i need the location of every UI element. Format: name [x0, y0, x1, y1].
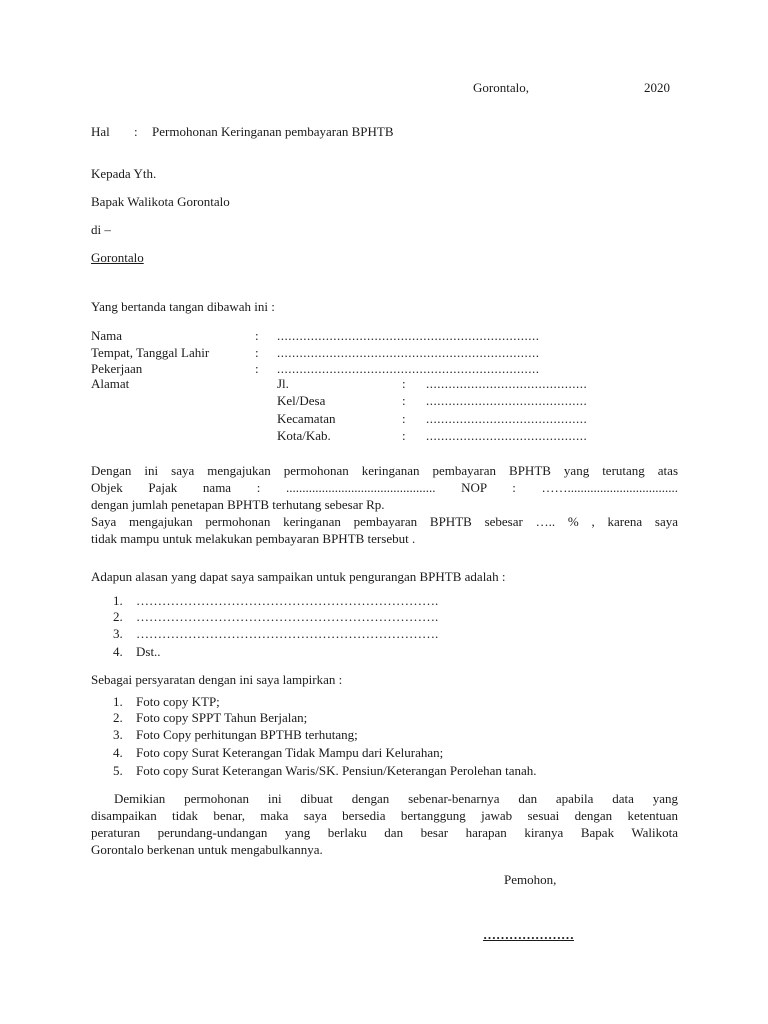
closing-paragraph — [91, 790, 678, 858]
paragraph-line: peraturan perundang-undangan yang berlaku dan besar harapan kiranya Bapak Walikota — [91, 825, 678, 840]
paragraph-line: Objek Pajak nama : .............................................. NOP : …….................................. — [91, 480, 678, 495]
recipient-line: Kepada Yth. — [91, 166, 157, 181]
signature-label: Pemohon, — [504, 872, 557, 887]
list-item: Dst.. — [136, 644, 161, 659]
address-label: Kel/Desa — [277, 393, 326, 408]
list-number: 3. — [113, 727, 123, 742]
list-item: ……………………………………………………………. — [136, 626, 439, 641]
address-label: Kota/Kab. — [277, 428, 331, 443]
list-number: 5. — [113, 763, 123, 778]
signature-line: ………………… — [483, 927, 574, 942]
list-number: 3. — [113, 626, 123, 641]
list-item: Foto Copy perhitungan BPTHB terhutang; — [136, 727, 358, 742]
address-value: ........................................... — [426, 428, 588, 443]
list-item: Foto copy KTP; — [136, 694, 220, 709]
list-item: ……………………………………………………………. — [136, 609, 439, 624]
address-label: Kecamatan — [277, 411, 336, 426]
list-number: 4. — [113, 745, 123, 760]
address-colon: : — [402, 428, 406, 443]
subject-label: Hal — [91, 124, 110, 139]
list-number: 2. — [113, 609, 123, 624]
field-value: ...................................................................... — [277, 328, 540, 343]
paragraph-line: Demikian permohonan ini dibuat dengan sebenar-benarnya dan apabila data yang — [114, 791, 678, 806]
paragraph-line: Dengan ini saya mengajukan permohonan keringanan pembayaran BPHTB yang terutang atas — [91, 463, 678, 478]
subject-colon: : — [134, 124, 138, 139]
list-number: 4. — [113, 644, 123, 659]
address-value: ........................................... — [426, 411, 588, 426]
field-value: ...................................................................... — [277, 361, 540, 376]
list-number: 1. — [113, 593, 123, 608]
subject-text: Permohonan Keringanan pembayaran BPHTB — [152, 124, 394, 139]
address-colon: : — [402, 411, 406, 426]
list-item: Foto copy SPPT Tahun Berjalan; — [136, 710, 308, 725]
field-colon: : — [255, 345, 259, 360]
address-label: Jl. — [277, 376, 289, 391]
address-value: ........................................... — [426, 393, 588, 408]
paragraph-line: dengan jumlah penetapan BPHTB terhutang sebesar Rp. — [91, 497, 385, 512]
address-value: ........................................... — [426, 376, 588, 391]
field-label: Pekerjaan — [91, 361, 143, 376]
attachments-intro: Sebagai persyaratan dengan ini saya lampirkan : — [91, 672, 343, 687]
paragraph-line: tidak mampu untuk melakukan pembayaran BPHTB tersebut . — [91, 531, 416, 546]
header-year: 2020 — [644, 80, 670, 95]
recipient-city: Gorontalo — [91, 250, 144, 265]
field-label: Nama — [91, 328, 123, 343]
list-item: Foto copy Surat Keterangan Waris/SK. Pensiun/Keterangan Perolehan tanah. — [136, 763, 537, 778]
address-colon: : — [402, 393, 406, 408]
paragraph-line: Gorontalo berkenan untuk mengabulkannya. — [91, 842, 323, 857]
list-item: Foto copy Surat Keterangan Tidak Mampu dari Kelurahan; — [136, 745, 444, 760]
list-number: 2. — [113, 710, 123, 725]
request-paragraph — [91, 462, 678, 547]
header-city: Gorontalo, — [473, 80, 529, 95]
paragraph-line: Saya mengajukan permohonan keringanan pembayaran BPHTB sebesar ….. % , karena saya — [91, 514, 678, 529]
field-label: Tempat, Tanggal Lahir — [91, 345, 210, 360]
field-label: Alamat — [91, 376, 130, 391]
intro-text: Yang bertanda tangan dibawah ini : — [91, 299, 275, 314]
recipient-line: di – — [91, 222, 111, 237]
field-value: ...................................................................... — [277, 345, 540, 360]
address-colon: : — [402, 376, 406, 391]
field-colon: : — [255, 361, 259, 376]
list-number: 1. — [113, 694, 123, 709]
list-item: ……………………………………………………………. — [136, 593, 439, 608]
paragraph-line: disampaikan tidak benar, maka saya bersedia bertanggung jawab sesuai dengan ketentuan — [91, 808, 678, 823]
reasons-intro: Adapun alasan yang dapat saya sampaikan untuk pengurangan BPHTB adalah : — [91, 569, 506, 584]
field-colon: : — [255, 328, 259, 343]
recipient-line: Bapak Walikota Gorontalo — [91, 194, 230, 209]
